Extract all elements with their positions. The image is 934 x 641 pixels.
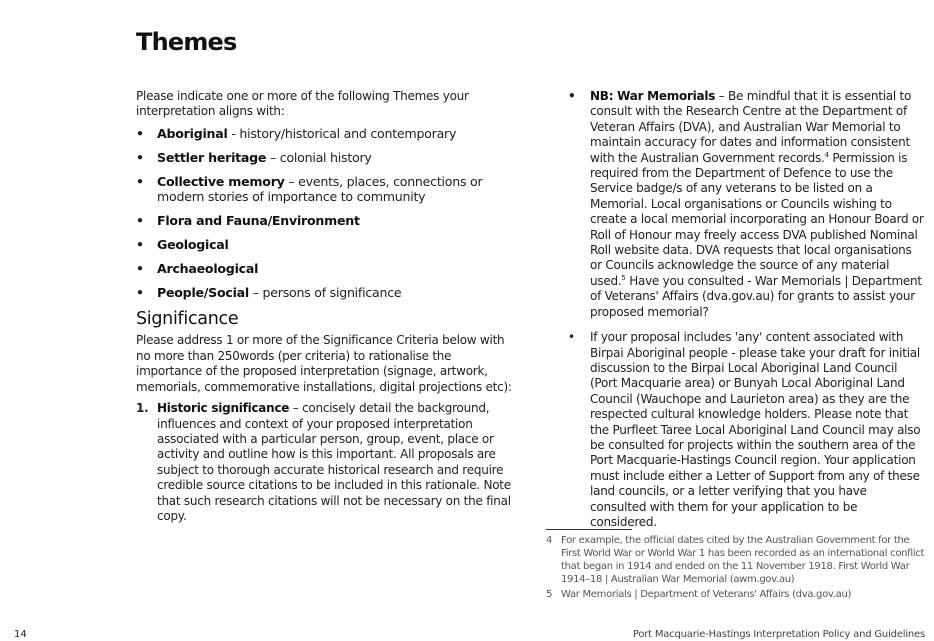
list-number: 1. [136, 401, 149, 416]
footnote-ref-4[interactable]: 4 [824, 150, 829, 159]
bullet-icon: • [136, 236, 144, 252]
war-memorials-text-c: Have you consulted - War Memorials | Department of Veterans' Affairs (dva.gov.au) for grants to assist your proposed memorial? [590, 273, 922, 319]
criteria-label: Historic significance [157, 401, 290, 416]
war-memorials-label: NB: War Memorials [590, 89, 716, 103]
theme-desc: – events, places, connections or modern stories of importance to community [157, 173, 483, 205]
aboriginal-content-text: If your proposal includes 'any' content associated with Birpai Aboriginal people - please take your draft for initial discussion to the Birpai Local Aboriginal Land Council (Port Macquarie area) or Bunyah Local Aboriginal Land Council (Wauchope and Laurieton area) as they are the respected cultural knowledge holders. Please note that the Purfleet Taree Local Aboriginal Land Council may also be consulted for projects within the southern area of the Port Macquarie-Hastings Council region. Your application must include either a Letter of Support from any of these land councils, or a letter verifying that you have consulted with them for your application to be considered. [590, 330, 921, 529]
bullet-icon: • [136, 284, 144, 300]
footnote-4 [546, 534, 926, 586]
theme-label: Flora and Fauna/Environment [157, 212, 360, 228]
significance-intro: Please address 1 or more of the Significance Criteria below with no more than 250words (per criteria) to rationalise the importance of the proposed interpretation (signage, artwork, memorials, commemorative installations, digital projections etc): [136, 333, 512, 394]
theme-item-settler-heritage [136, 150, 516, 165]
footnote-5 [546, 588, 926, 601]
footnote-number: 5 [546, 589, 553, 600]
war-memorials-note [568, 89, 926, 320]
bullet-icon: • [136, 212, 144, 228]
theme-item-aboriginal [136, 126, 516, 141]
theme-desc: – persons of significance [248, 284, 402, 300]
significance-heading: Significance [136, 309, 239, 330]
theme-item-people-social [136, 285, 516, 300]
war-memorials-text-a: – Be mindful that it is essential to consult with the Research Centre at the Department of Veteran Affairs (DVA), and Australian War Memorial to maintain accuracy for dates and information consistent with the Australian Government records. [590, 89, 912, 165]
footnotes [546, 534, 926, 603]
theme-desc: – colonial history [266, 149, 372, 165]
theme-item-archaeological [136, 261, 516, 276]
theme-item-collective-memory [136, 174, 516, 205]
war-memorials-text-b: Permission is required from the Department of Defence to use the Service badge/s of any veterans to be listed on a Memorial. Local organisations or Councils wishing to create a local memorial incorporating an Honour Board or Roll of Honour may freely access DVA published Nominal Roll website data. DVA requests that local organisations or Councils acknowledge the source of any material used. [590, 150, 924, 288]
bullet-icon: • [568, 89, 576, 103]
theme-label: Geological [157, 236, 229, 252]
bullet-icon: • [136, 173, 144, 189]
footnote-ref-5[interactable]: 5 [621, 273, 626, 282]
themes-intro: Please indicate one or more of the following Themes your interpretation aligns with: [136, 89, 469, 119]
aboriginal-content-note [568, 330, 926, 530]
footnote-divider [546, 529, 632, 530]
theme-label: Settler heritage [157, 149, 267, 165]
notes-list [568, 89, 926, 530]
bullet-icon: • [568, 330, 575, 345]
bullet-icon: • [136, 260, 144, 276]
bullet-icon: • [136, 149, 144, 165]
left-column [136, 89, 516, 524]
theme-label: Archaeological [157, 260, 259, 276]
right-column [568, 89, 926, 540]
themes-list [136, 126, 516, 300]
bullet-icon: • [136, 125, 144, 141]
footnote-number: 4 [546, 535, 553, 546]
theme-item-flora-fauna [136, 213, 516, 228]
footer-title: Port Macquarie-Hastings Interpretation Policy and Guidelines [632, 629, 925, 640]
footnote-text: For example, the official dates cited by the Australian Government for the First World War or World War 1 has been recorded as an international conflict that began in 1914 and ended on the 11 November 1918. First World War 1914–18 | Australian War Memorial (awm.gov.au) [561, 535, 925, 585]
page-number: 14 [14, 629, 27, 640]
theme-label: Collective memory [157, 173, 285, 189]
theme-desc: - history/historical and contemporary [227, 125, 457, 141]
theme-item-geological [136, 237, 516, 252]
criteria-desc: – concisely detail the background, influences and context of your proposed interpretation associated with a particular person, group, event, place or activity and outline how is this important. All proposals are subject to thorough accurate historical research and require credible source citations to be included in this rationale. Note that such research citations will not be necessary on the final copy. [157, 401, 511, 523]
page-title: Themes [136, 28, 237, 56]
significance-criteria-list [136, 401, 516, 524]
theme-label: Aboriginal [157, 125, 228, 141]
criteria-item-historic [136, 401, 516, 524]
theme-label: People/Social [157, 284, 249, 300]
footnote-text: War Memorials | Department of Veterans' Affairs (dva.gov.au) [561, 589, 852, 600]
